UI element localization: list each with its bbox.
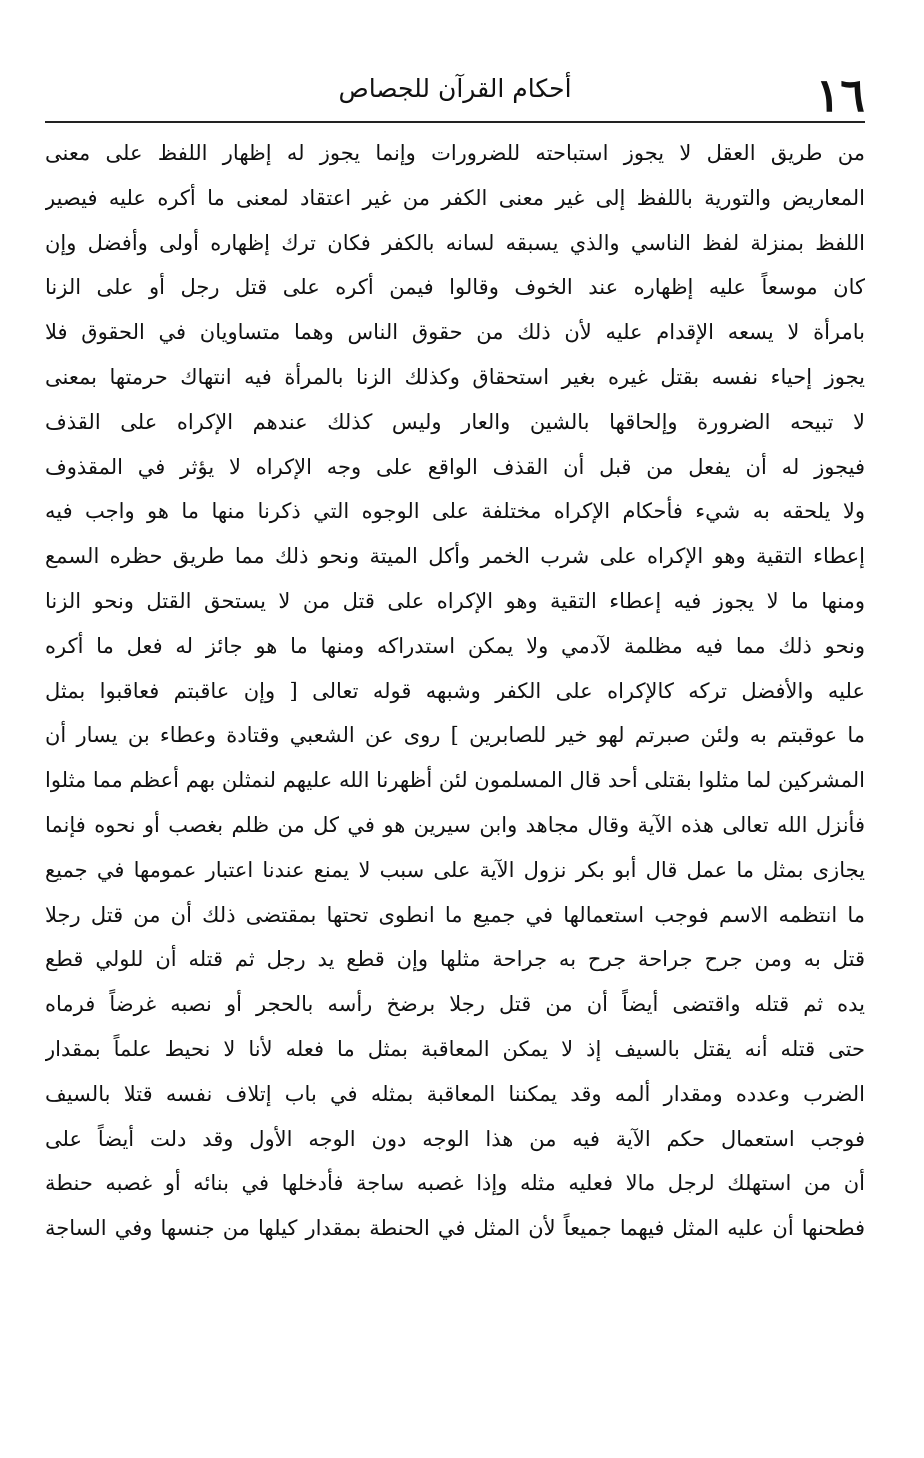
page-number: ١٦ bbox=[815, 68, 865, 122]
text-line: إعطاء التقية وهو الإكراه على شرب الخمر وأكل الميتة ونحو ذلك مما طريق حظره السمع bbox=[45, 544, 865, 569]
text-line: حتى قتله أنه يقتل بالسيف إذ لا يمكن المعاقبة بمثل ما فعله لأنا لا نحيط علماً بمقدار bbox=[45, 1036, 865, 1061]
text-line: يجوز إحياء نفسه بقتل غيره بغير استحقاق وكذلك الزنا بالمرأة فيه انتهاك حرمتها بمعنى bbox=[45, 364, 865, 389]
text-line: المشركين لما مثلوا بقتلى أحد قال المسلمون لئن أظهرنا الله عليهم لنمثلن بهم أعظم مما مثلوا bbox=[45, 768, 865, 793]
text-line: فأنزل الله تعالى هذه الآية وقال مجاهد وابن سيرين هو في كل من ظلم بغصب أو نحوه فإنما bbox=[45, 812, 865, 837]
text-line: ما انتظمه الاسم فوجب استعمالها في جميع ما انطوى تحتها بمقتضى ذلك أن من قتل رجلا bbox=[45, 902, 865, 927]
text-line: لا تبيحه الضرورة وإلحاقها بالشين والعار وليس كذلك عندهم الإكراه على القذف bbox=[45, 409, 865, 434]
text-line: يجازى بمثل ما عمل قال أبو بكر نزول الآية على سبب لا يمنع عندنا اعتبار عمومها في جميع bbox=[45, 857, 865, 882]
text-line: فوجب استعمال حكم الآية فيه من هذا الوجه دون الوجه الأول وقد دلت أيضاً على bbox=[45, 1126, 865, 1151]
text-line: بامرأة لا يسعه الإقدام عليه لأن ذلك من حقوق الناس وهما متساويان في الحقوق فلا bbox=[45, 320, 865, 345]
text-line: ونحو ذلك مما فيه مظلمة لآدمي ولا يمكن استدراكه ومنها ما هو جائز له فعل ما أكره bbox=[45, 633, 865, 658]
book-title: أحكام القرآن للجصاص bbox=[338, 74, 572, 103]
text-line: ولا يلحقه به شيء فأحكام الإكراه مختلفة على الوجوه التي ذكرنا منها ما هو واجب فيه bbox=[45, 499, 865, 524]
text-line: فطحنها أن عليه المثل فيهما جميعاً لأن المثل في الحنطة بمقدار كيلها من جنسها وفي الساجة bbox=[45, 1216, 865, 1241]
header-rule bbox=[45, 121, 865, 123]
text-line: أن من استهلك لرجل مالا فعليه مثله وإذا غصبه ساجة فأدخلها في بنائه أو غصبه حنطة bbox=[45, 1171, 865, 1196]
text-line: الضرب وعدده ومقدار ألمه وقد يمكننا المعاقبة بمثله في باب إتلاف نفسه قتلا بالسيف bbox=[45, 1081, 865, 1106]
text-line: يده ثم قتله واقتضى أيضاً أن من قتل رجلا برضخ رأسه بالحجر أو نصبه غرضاً فرماه bbox=[45, 992, 865, 1017]
text-line: اللفظ بمنزلة لفظ الناسي والذي يسبقه لسانه بالكفر فكان ترك إظهاره أولى وأفضل وإن bbox=[45, 230, 865, 255]
text-line: المعاريض والتورية باللفظ إلى غير معنى الكفر من غير اعتقاد لمعنى ما أكره عليه فيصير bbox=[45, 185, 865, 210]
text-body bbox=[45, 131, 865, 1251]
text-line: كان موسعاً عليه إظهاره عند الخوف وقالوا فيمن أكره على قتل رجل أو على الزنا bbox=[45, 275, 865, 300]
text-line: من طريق العقل لا يجوز استباحته للضرورات وإنما يجوز له إظهار اللفظ على معنى bbox=[45, 141, 865, 165]
text-line: ومنها ما لا يجوز فيه إعطاء التقية وهو الإكراه على قتل من لا يستحق القتل ونحو الزنا bbox=[45, 588, 865, 613]
text-line: قتل به ومن جرح جراحة جرح به جراحة مثلها وإن قطع يد رجل ثم قتله أن للولي قطع bbox=[45, 947, 865, 972]
text-line: عليه والأفضل تركه كالإكراه على الكفر وشبهه قوله تعالى [ وإن عاقبتم فعاقبوا بمثل bbox=[45, 678, 865, 703]
text-line: فيجوز له أن يفعل من قبل أن القذف الواقع على وجه الإكراه لا يؤثر في المقذوف bbox=[45, 454, 865, 479]
text-line: ما عوقبتم به ولئن صبرتم لهو خير للصابرين ] روى عن الشعبي وقتادة وعطاء بن يسار أن bbox=[45, 723, 865, 748]
running-header bbox=[45, 60, 865, 122]
